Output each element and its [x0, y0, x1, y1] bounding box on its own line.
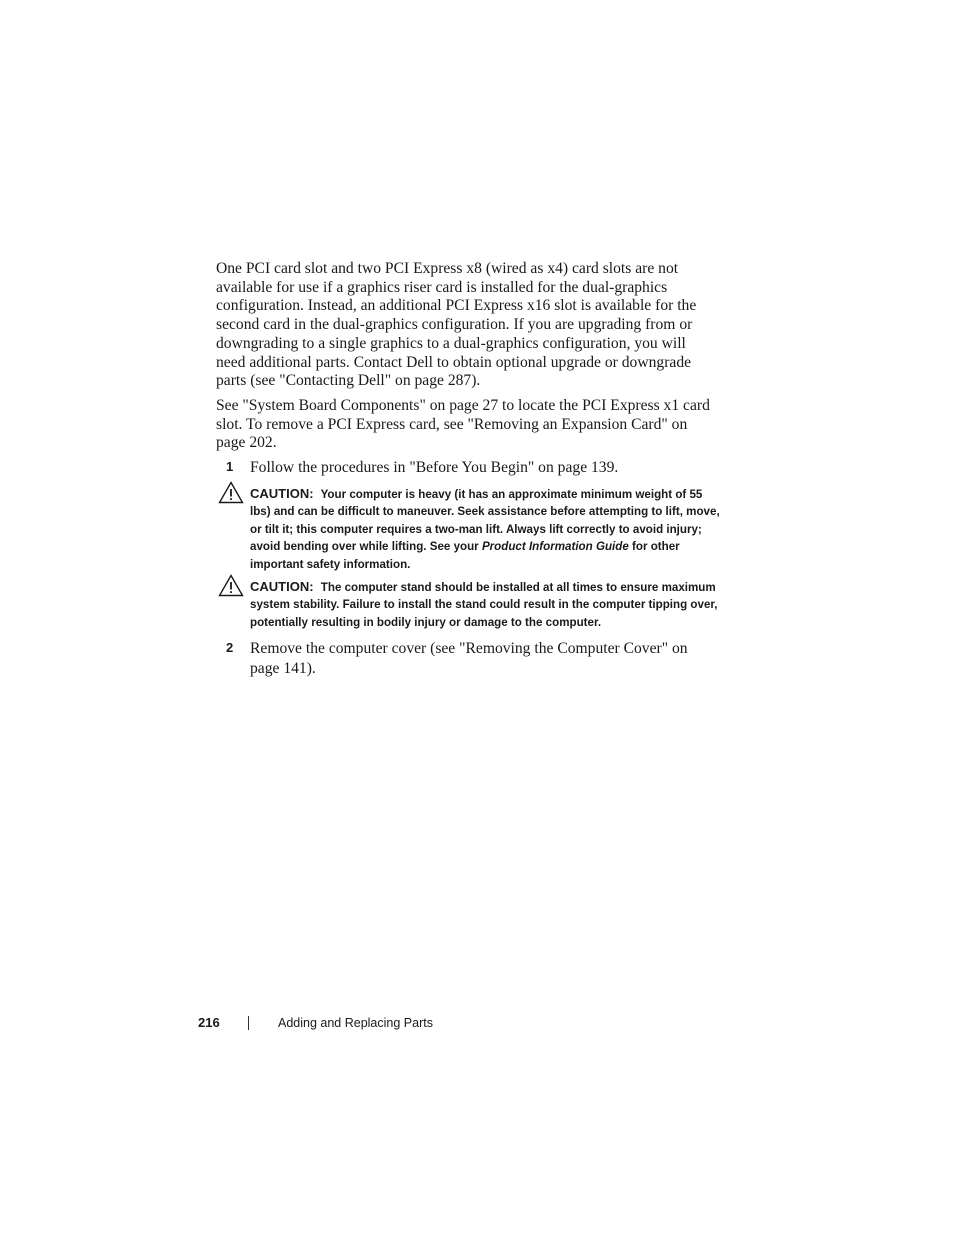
caution-label: CAUTION: — [250, 486, 314, 501]
caution-triangle-icon — [218, 574, 244, 597]
caution-body: The computer stand should be installed at all times to ensure maximum system stability. Failure to install the stand could result in the computer tipping over, potentially resulting in bodily injury or damage to the computer. — [250, 581, 718, 629]
caution-body-end: for other important safety information. — [250, 540, 680, 571]
caution-text — [250, 485, 720, 573]
step-number: 2 — [226, 640, 234, 655]
document-reference: Product Information Guide — [481, 540, 629, 554]
step-number: 1 — [226, 459, 234, 474]
caution-triangle-icon — [218, 481, 244, 504]
footer-divider — [248, 1016, 249, 1030]
caution-body: Your computer is heavy (it has an approximate minimum weight of 55 lbs) and can be difficult to maneuver. Seek assistance before attempting to lift, move, or tilt it; this computer requires a two-man lift. Always lift correctly to avoid injury; avoid bending over while lifting. See your — [250, 488, 720, 554]
step-text: Remove the computer cover (see "Removing the Computer Cover" on page 141). — [250, 640, 688, 677]
body-paragraph: See "System Board Components" on page 27 to locate the PCI Express x1 card slot. To remove a PCI Express card, see "Removing an Expansion Card" on page 202. — [216, 397, 710, 452]
step-text: Follow the procedures in "Before You Begin" on page 139. — [250, 459, 619, 476]
body-paragraph: One PCI card slot and two PCI Express x8 (wired as x4) card slots are not available for use if a graphics riser card is installed for the dual-graphics configuration. Instead, an additional PCI Express x16 slot is available for the second card in the dual-graphics configuration. If you are upgrading from or downgrading to a single graphics to a dual-graphics configuration, you will need additional parts. Contact Dell to obtain optional upgrade or downgrade parts (see "Contacting Dell" on page 287). — [216, 260, 697, 390]
page-number: 216 — [198, 1015, 220, 1030]
caution-text — [250, 578, 720, 631]
footer-section-title: Adding and Replacing Parts — [278, 1016, 433, 1030]
caution-label: CAUTION: — [250, 579, 314, 594]
